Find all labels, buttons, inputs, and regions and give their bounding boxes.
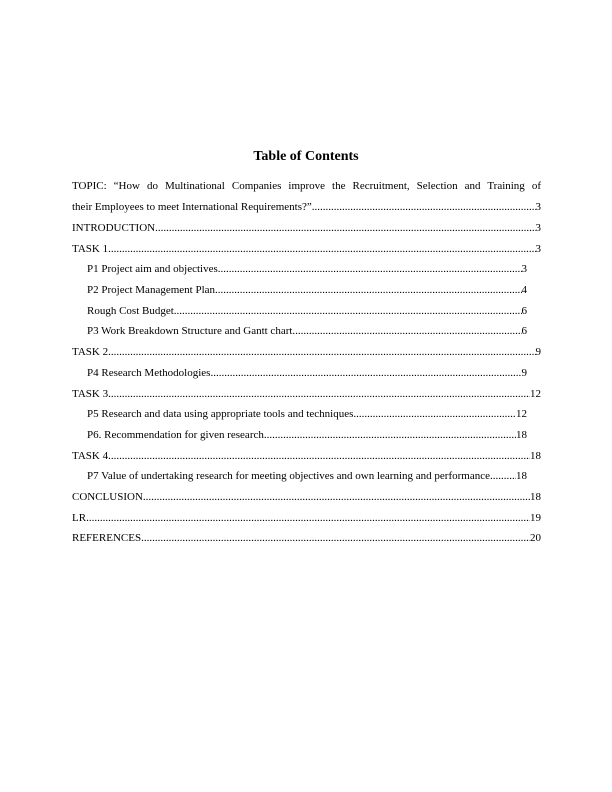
toc-entry[interactable] <box>72 404 541 425</box>
toc-leader-dots <box>108 384 530 405</box>
toc-entry[interactable] <box>72 280 541 301</box>
toc-leader-dots <box>108 342 535 363</box>
toc-entry[interactable] <box>72 487 541 508</box>
toc-entry-page-number: 18 <box>530 490 541 503</box>
toc-entry-page-number: 6 <box>521 304 527 317</box>
toc-entry[interactable] <box>72 425 541 446</box>
toc-leader-dots <box>174 301 522 322</box>
toc-leader-dots <box>143 487 530 508</box>
toc-entry[interactable] <box>72 528 541 549</box>
toc-entry-page-number: 19 <box>530 511 541 524</box>
toc-entry-label: CONCLUSION <box>72 490 143 503</box>
toc-leader-dots <box>155 218 535 239</box>
toc-entry-label: REFERENCES <box>72 532 142 545</box>
toc-entry-label: P3 Work Breakdown Structure and Gantt chart <box>87 325 293 338</box>
toc-entry-page-number: 12 <box>530 387 541 400</box>
toc-entry-label: TASK 1 <box>72 242 109 255</box>
toc-leader-dots <box>218 259 522 280</box>
toc-entry-page-number: 4 <box>521 284 527 297</box>
toc-leader-dots <box>312 197 536 218</box>
toc-leader-dots <box>215 280 521 301</box>
toc-entry-label: Rough Cost Budget <box>87 304 174 317</box>
toc-entry-label: P6. Recommendation for given research <box>87 428 264 441</box>
toc-leader-dots <box>264 425 516 446</box>
toc-entry-page-number: 3 <box>535 222 541 234</box>
toc-entry[interactable] <box>72 342 541 363</box>
toc-leader-dots <box>490 466 516 487</box>
toc-leader-dots <box>108 446 530 467</box>
toc-entry-label: TASK 3 <box>72 387 109 400</box>
toc-entry-label: P1 Project aim and objectives <box>87 263 218 276</box>
toc-entry[interactable] <box>72 508 541 529</box>
toc-entry-page-number: 20 <box>530 532 541 545</box>
toc-leader-dots <box>292 321 521 342</box>
toc-entry-label: P5 Research and data using appropriate tools and techniques <box>87 408 354 421</box>
toc-entry-list <box>72 218 541 549</box>
toc-entry-page-number: 12 <box>516 408 527 421</box>
toc-leader-dots <box>353 404 516 425</box>
toc-leader-dots <box>210 363 521 384</box>
toc-entry[interactable] <box>72 384 541 405</box>
toc-entry[interactable] <box>72 363 541 384</box>
toc-entry-page-number: 3 <box>535 242 541 255</box>
toc-entry[interactable] <box>72 239 541 260</box>
toc-entry-label: INTRODUCTION <box>72 222 156 234</box>
toc-leader-dots <box>86 508 530 529</box>
toc-entry[interactable] <box>72 301 541 322</box>
toc-entry-page-number: 6 <box>521 325 527 338</box>
toc-entry-page-number: 9 <box>521 366 527 379</box>
toc-entry-label: P4 Research Methodologies <box>87 366 211 379</box>
toc-entry-page-number: 3 <box>535 201 541 213</box>
toc-entry-page-number: 18 <box>516 470 527 483</box>
toc-entry-label: P7 Value of undertaking research for meeting objectives and own learning and performance <box>87 470 490 483</box>
toc-entry[interactable] <box>72 446 541 467</box>
toc-entry[interactable] <box>72 218 541 239</box>
toc-entry-topic[interactable] <box>72 176 541 218</box>
toc-leader-dots <box>141 528 530 549</box>
toc-entry-page-number: 3 <box>521 263 527 276</box>
toc-entry-page-number: 9 <box>535 346 541 359</box>
toc-entry-label: TASK 4 <box>72 449 109 462</box>
toc-entry[interactable] <box>72 466 541 487</box>
toc-entry-page-number: 18 <box>530 449 541 462</box>
toc-title: Table of Contents <box>253 149 359 164</box>
table-of-contents <box>72 176 541 549</box>
toc-entry-topic-line1: TOPIC: “How do Multinational Companies improve the Recruitment, Selection and Training of <box>72 180 541 192</box>
toc-entry-page-number: 18 <box>516 428 527 441</box>
toc-entry-label: P2 Project Management Plan <box>87 284 216 297</box>
toc-entry[interactable] <box>72 259 541 280</box>
toc-leader-dots <box>108 239 535 260</box>
toc-entry[interactable] <box>72 321 541 342</box>
toc-entry-label: TASK 2 <box>72 346 109 359</box>
toc-entry-topic-line2: their Employees to meet International Requirements?” <box>72 201 312 213</box>
toc-entry-label: LR <box>72 511 87 524</box>
